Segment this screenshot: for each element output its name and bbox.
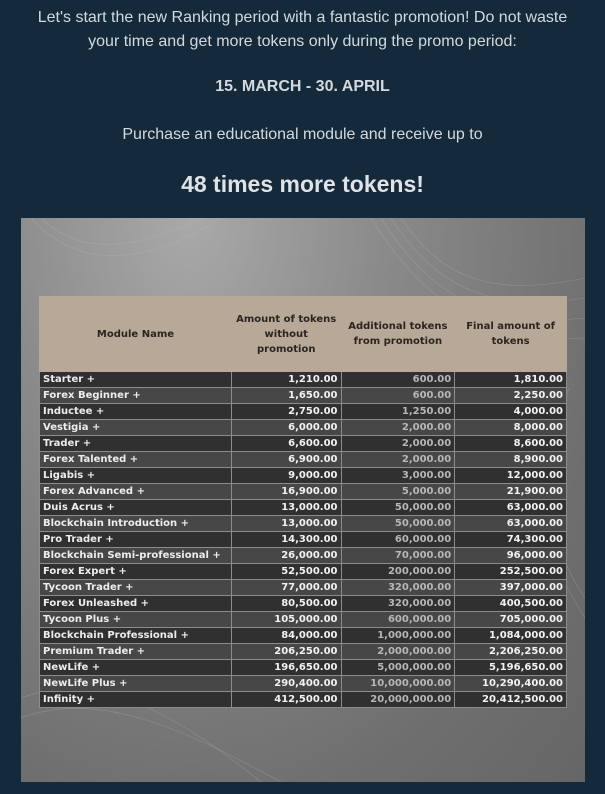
additional-amount: 200,000.00: [341, 564, 455, 580]
additional-amount: 2,000.00: [341, 436, 455, 452]
additional-amount: 2,000,000.00: [341, 644, 455, 660]
additional-amount: 70,000.00: [341, 548, 455, 564]
table-header-row: [40, 297, 567, 372]
table-row: [40, 580, 567, 596]
module-name: Blockchain Professional +: [40, 628, 232, 644]
module-name: Starter +: [40, 372, 232, 388]
module-name: Inductee +: [40, 404, 232, 420]
additional-amount: 60,000.00: [341, 532, 455, 548]
table-row: [40, 420, 567, 436]
additional-amount: 20,000,000.00: [341, 692, 455, 708]
module-name: Trader +: [40, 436, 232, 452]
header-final-amount: Final amount of tokens: [455, 297, 567, 372]
table-row: [40, 452, 567, 468]
intro-line-1: Let's start the new Ranking period with a fantastic promotion! Do not waste: [37, 9, 568, 26]
final-amount: 705,000.00: [455, 612, 567, 628]
base-amount: 412,500.00: [231, 692, 341, 708]
table-row: [40, 404, 567, 420]
additional-amount: 1,000,000.00: [341, 628, 455, 644]
table-row: [40, 500, 567, 516]
module-name: Infinity +: [40, 692, 232, 708]
table-row: [40, 564, 567, 580]
additional-amount: 600,000.00: [341, 612, 455, 628]
additional-amount: 5,000.00: [341, 484, 455, 500]
additional-amount: 5,000,000.00: [341, 660, 455, 676]
base-amount: 2,750.00: [231, 404, 341, 420]
final-amount: 397,000.00: [455, 580, 567, 596]
table-row: [40, 660, 567, 676]
base-amount: 14,300.00: [231, 532, 341, 548]
table-row: [40, 516, 567, 532]
base-amount: 77,000.00: [231, 580, 341, 596]
module-name: Forex Unleashed +: [40, 596, 232, 612]
table-row: [40, 596, 567, 612]
base-amount: 9,000.00: [231, 468, 341, 484]
module-name: Vestigia +: [40, 420, 232, 436]
final-amount: 5,196,650.00: [455, 660, 567, 676]
base-amount: 290,400.00: [231, 676, 341, 692]
final-amount: 10,290,400.00: [455, 676, 567, 692]
module-name: Pro Trader +: [40, 532, 232, 548]
final-amount: 63,000.00: [455, 516, 567, 532]
final-amount: 8,600.00: [455, 436, 567, 452]
final-amount: 252,500.00: [455, 564, 567, 580]
final-amount: 74,300.00: [455, 532, 567, 548]
base-amount: 16,900.00: [231, 484, 341, 500]
module-name: NewLife +: [40, 660, 232, 676]
header-module-name: Module Name: [40, 297, 232, 372]
intro-line-2: your time and get more tokens only during the promo period:: [88, 33, 517, 50]
base-amount: 1,650.00: [231, 388, 341, 404]
table-row: [40, 612, 567, 628]
table-row: [40, 628, 567, 644]
base-amount: 196,650.00: [231, 660, 341, 676]
module-name: Forex Talented +: [40, 452, 232, 468]
module-name: Ligabis +: [40, 468, 232, 484]
final-amount: 1,810.00: [455, 372, 567, 388]
table-row: [40, 372, 567, 388]
additional-amount: 50,000.00: [341, 500, 455, 516]
base-amount: 6,600.00: [231, 436, 341, 452]
table-row: [40, 692, 567, 708]
module-name: Forex Beginner +: [40, 388, 232, 404]
final-amount: 2,206,250.00: [455, 644, 567, 660]
table-row: [40, 436, 567, 452]
table-row: [40, 468, 567, 484]
table-row: [40, 388, 567, 404]
final-amount: 400,500.00: [455, 596, 567, 612]
module-name: Tycoon Plus +: [40, 612, 232, 628]
additional-amount: 320,000.00: [341, 596, 455, 612]
base-amount: 6,000.00: [231, 420, 341, 436]
base-amount: 80,500.00: [231, 596, 341, 612]
final-amount: 12,000.00: [455, 468, 567, 484]
base-amount: 84,000.00: [231, 628, 341, 644]
final-amount: 2,250.00: [455, 388, 567, 404]
additional-amount: 320,000.00: [341, 580, 455, 596]
additional-amount: 10,000,000.00: [341, 676, 455, 692]
final-amount: 8,900.00: [455, 452, 567, 468]
additional-amount: 3,000.00: [341, 468, 455, 484]
module-name: Duis Acrus +: [40, 500, 232, 516]
base-amount: 13,000.00: [231, 516, 341, 532]
additional-amount: 50,000.00: [341, 516, 455, 532]
module-name: Blockchain Semi-professional +: [40, 548, 232, 564]
base-amount: 1,210.00: [231, 372, 341, 388]
module-name: NewLife Plus +: [40, 676, 232, 692]
final-amount: 20,412,500.00: [455, 692, 567, 708]
base-amount: 6,900.00: [231, 452, 341, 468]
base-amount: 105,000.00: [231, 612, 341, 628]
final-amount: 8,000.00: [455, 420, 567, 436]
additional-amount: 2,000.00: [341, 452, 455, 468]
base-amount: 52,500.00: [231, 564, 341, 580]
module-name: Forex Advanced +: [40, 484, 232, 500]
table-row: [40, 484, 567, 500]
final-amount: 4,000.00: [455, 404, 567, 420]
final-amount: 63,000.00: [455, 500, 567, 516]
promo-dates: 15. MARCH - 30. APRIL: [215, 78, 390, 95]
promo-banner: [21, 218, 585, 782]
promo-intro-text: [0, 6, 605, 54]
header-additional-tokens: Additional tokens from promotion: [341, 297, 455, 372]
header-amount-without-promotion: Amount of tokens without promotion: [231, 297, 341, 372]
purchase-text: Purchase an educational module and receive up to: [122, 126, 483, 143]
final-amount: 96,000.00: [455, 548, 567, 564]
promo-headline: 48 times more tokens!: [181, 171, 424, 197]
base-amount: 13,000.00: [231, 500, 341, 516]
module-name: Blockchain Introduction +: [40, 516, 232, 532]
module-name: Premium Trader +: [40, 644, 232, 660]
base-amount: 26,000.00: [231, 548, 341, 564]
module-name: Tycoon Trader +: [40, 580, 232, 596]
additional-amount: 1,250.00: [341, 404, 455, 420]
table-row: [40, 532, 567, 548]
additional-amount: 600.00: [341, 388, 455, 404]
final-amount: 21,900.00: [455, 484, 567, 500]
final-amount: 1,084,000.00: [455, 628, 567, 644]
module-name: Forex Expert +: [40, 564, 232, 580]
base-amount: 206,250.00: [231, 644, 341, 660]
table-row: [40, 676, 567, 692]
table-row: [40, 548, 567, 564]
table-row: [40, 644, 567, 660]
additional-amount: 600.00: [341, 372, 455, 388]
token-promotion-table: [39, 296, 567, 708]
additional-amount: 2,000.00: [341, 420, 455, 436]
